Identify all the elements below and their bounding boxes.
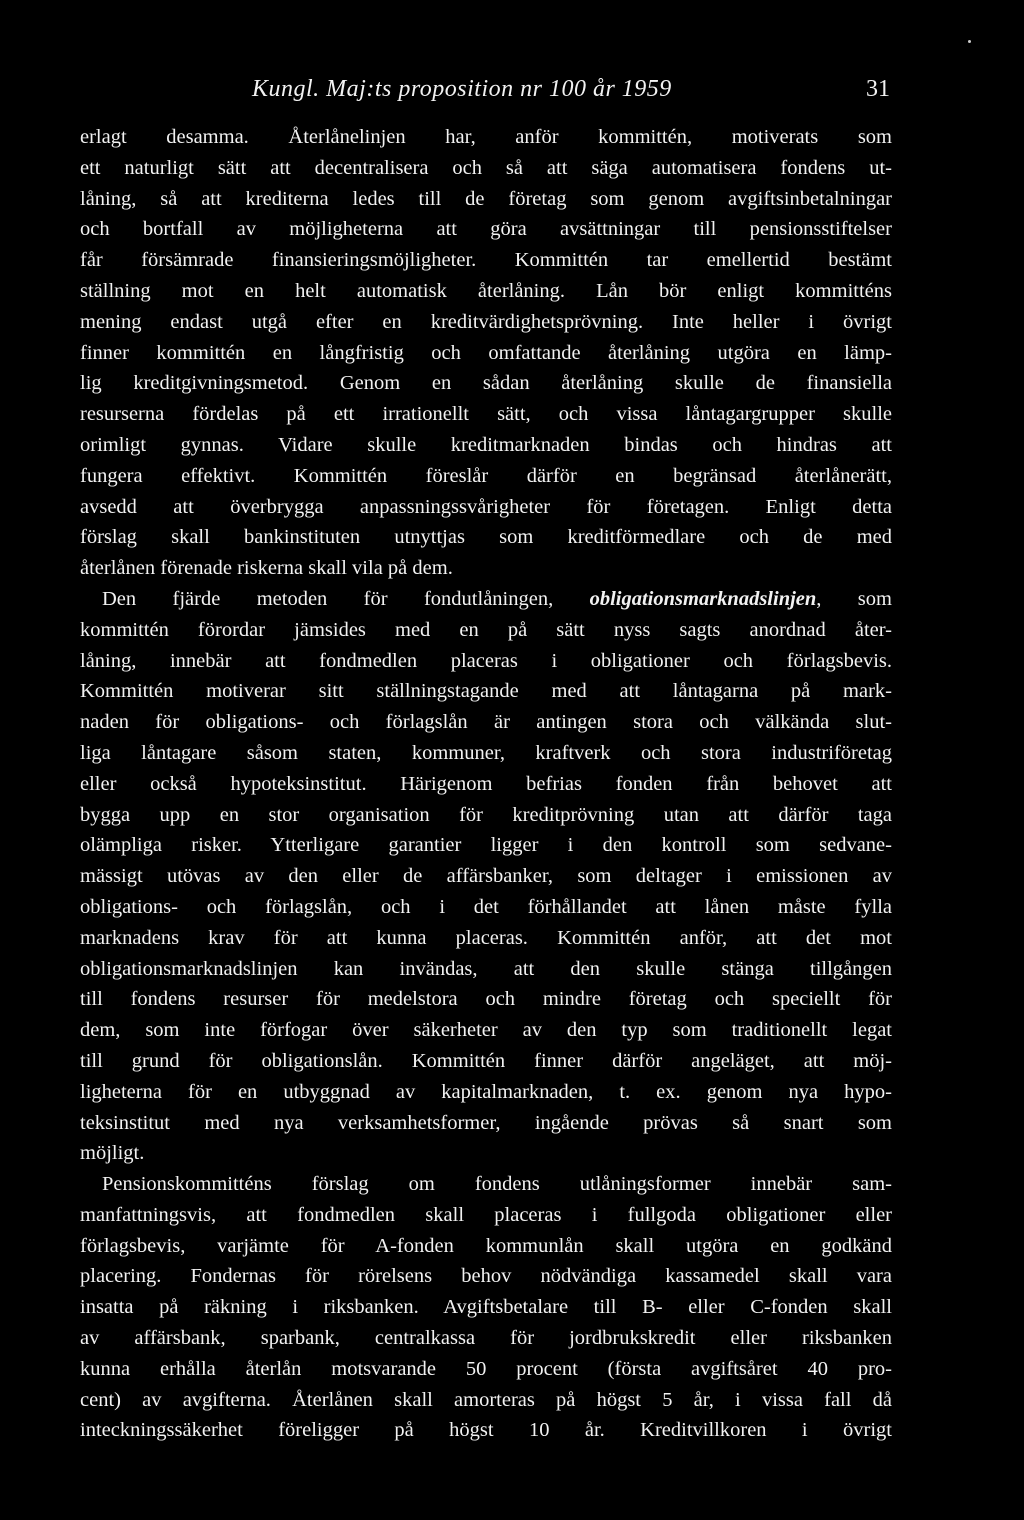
text-line: låning, innebär att fondmedlen placeras i obligationer och förlagsbevis. [80,649,892,672]
text-line: bygga upp en stor organisation för kreditprövning utan att därför taga [80,803,892,826]
text-line [80,584,892,615]
text-line: dem, som inte förfogar över säkerheter av den typ som traditionellt legat [80,1019,892,1042]
text-line: erlagt desamma. Återlånelinjen har, anför kommittén, motiverats som [80,126,892,148]
text-line: naden för obligations- och förlagslån är antingen stora och välkända slut- [80,711,892,734]
text-run: Den fjärde metoden för fondutlåningen, [102,587,590,610]
text-line: olämpliga risker. Ytterligare garantier ligger i den kontroll som sedvane- [80,834,892,857]
text-line: ställning mot en helt automatisk återlåning. Lån bör enligt kommitténs [80,279,892,302]
text-line: teksinstitut med nya verksamhetsformer, ingående prövas så snart som [80,1111,892,1134]
text-line: insatta på räkning i riksbanken. Avgiftsbetalare till B- eller C-fonden skall [80,1296,892,1319]
text-line: cent) av avgifterna. Återlånen skall amorteras på högst 5 år, i vissa fall då [80,1388,892,1411]
text-line: av affärsbank, sparbank, centralkassa för jordbrukskredit eller riksbanken [80,1327,892,1350]
text-line: förslag skall bankinstituten utnyttjas som kreditförmedlare och de med [80,526,892,549]
text-line: marknadens krav för att kunna placeras. Kommittén anför, att det mot [80,926,892,949]
text-line: förlagsbevis, varjämte för A-fonden kommunlån skall utgöra en godkänd [80,1234,892,1257]
text-line: möjligt. [80,1142,145,1165]
text-line: orimligt gynnas. Vidare skulle kreditmarknaden bindas och hindras att [80,433,892,456]
text-run: , som [816,587,892,610]
text-line: Kommittén motiverar sitt ställningstagande med att låntagarna på mark- [80,680,892,703]
text-line: obligationsmarknadslinjen kan invändas, att den skulle stänga tillgången [80,957,892,980]
document-page [80,72,892,1446]
emphasized-term: obligationsmarknadslinjen [589,587,817,610]
text-line: till grund för obligationslån. Kommittén finner därför angeläget, att möj- [80,1049,892,1072]
body-text [80,122,892,1446]
text-line: placering. Fondernas för rörelsens behov nödvändiga kassamedel skall vara [80,1265,892,1288]
text-line: återlånen förenade riskerna skall vila på dem. [80,557,453,580]
text-line: fungera effektivt. Kommittén föreslår därför en begränsad återlånerätt, [80,464,892,487]
text-line: får försämrade finansieringsmöjligheter. Kommittén tar emellertid bestämt [80,249,892,272]
text-line: mässigt utövas av den eller de affärsbanker, som deltager i emissionen av [80,865,892,888]
text-line: Pensionskommitténs förslag om fondens utlåningsformer innebär sam- [102,1173,892,1196]
text-line: ett naturligt sätt att decentralisera och så att säga automatisera fondens ut- [80,156,892,179]
text-line: resurserna fördelas på ett irrationellt sätt, och vissa låntagargrupper skulle [80,403,892,426]
page-number: 31 [866,76,890,102]
text-line: obligations- och förlagslån, och i det förhållandet att lånen måste fylla [80,895,892,918]
text-line: och bortfall av möjligheterna att göra avsättningar till pensionsstiftelser [80,218,892,241]
text-line: finner kommittén en långfristig och omfattande återlåning utgöra en lämp- [80,341,892,364]
text-line: lig kreditgivningsmetod. Genom en sådan återlåning skulle de finansiella [80,372,892,395]
text-line: kommittén förordar jämsides med en på sätt nyss sagts anordnad åter- [80,618,892,641]
running-title: Kungl. Maj:ts proposition nr 100 år 1959 [252,76,672,102]
page-header [80,72,892,112]
text-line: kunna erhålla återlån motsvarande 50 procent (första avgiftsåret 40 pro- [80,1357,892,1380]
text-line: mening endast utgå efter en kreditvärdighetsprövning. Inte heller i övrigt [80,310,892,333]
text-line: manfattningsvis, att fondmedlen skall placeras i fullgoda obligationer eller [80,1203,892,1226]
text-line: låning, så att krediterna ledes till de företag som genom avgiftsinbetalningar [80,187,892,210]
text-line: liga låntagare såsom staten, kommuner, kraftverk och stora industriföretag [80,741,892,764]
text-line: eller också hypoteksinstitut. Härigenom befrias fonden från behovet att [80,772,892,795]
scan-speck [968,40,971,43]
text-line: inteckningssäkerhet föreligger på högst 10 år. Kreditvillkoren i övrigt [80,1419,892,1442]
text-line: till fondens resurser för medelstora och mindre företag och speciellt för [80,988,892,1011]
text-line: ligheterna för en utbyggnad av kapitalmarknaden, t. ex. genom nya hypo- [80,1080,892,1103]
text-line: avsedd att överbrygga anpassningssvårigheter för företagen. Enligt detta [80,495,892,518]
